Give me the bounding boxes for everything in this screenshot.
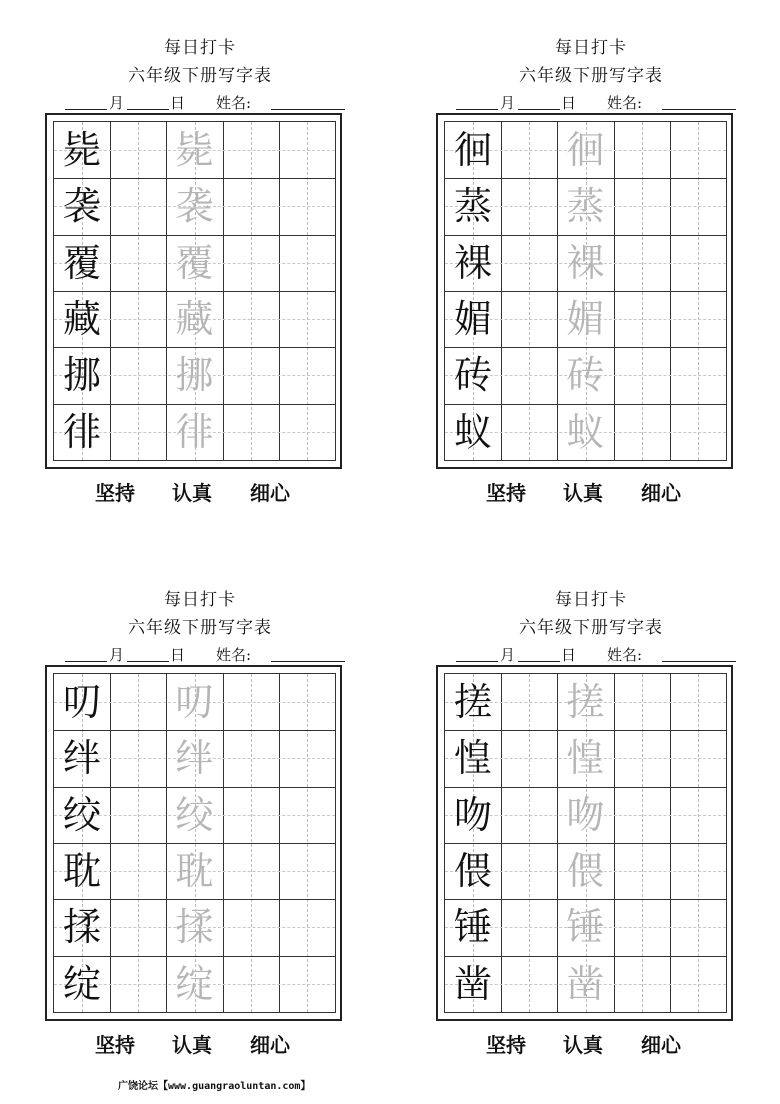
trace-character: 挪 [175,353,214,398]
practice-cell[interactable] [614,899,670,955]
model-character: 徘 [62,409,101,454]
practice-cell[interactable] [223,730,279,786]
writing-grid [444,121,727,461]
model-character: 凿 [453,961,492,1006]
trace-character: 耽 [175,848,214,893]
practice-cell[interactable] [110,347,166,403]
practice-cell[interactable] [614,787,670,843]
model-character: 挪 [62,353,101,398]
practice-cell[interactable] [279,235,335,291]
trace-character: 叨 [175,680,214,724]
trace-character: 搓 [566,680,605,724]
practice-cell[interactable] [670,291,726,347]
practice-cell[interactable] [279,787,335,843]
trace-character: 徘 [175,409,214,454]
card-subtitle: 六年级下册写字表 [128,66,272,86]
practice-cell[interactable] [501,956,557,1012]
practice-cell[interactable] [501,122,557,178]
practice-cell[interactable] [670,178,726,234]
practice-cell[interactable] [501,347,557,403]
day-blank[interactable] [518,661,560,662]
writing-frame [436,113,733,469]
practice-cell[interactable] [670,404,726,460]
practice-cell[interactable] [501,674,557,730]
motto-word: 细心 [641,1033,681,1057]
practice-cell[interactable] [614,347,670,403]
practice-cell[interactable] [614,843,670,899]
model-character: 叨 [62,680,101,724]
card-subtitle: 六年级下册写字表 [519,618,663,638]
practice-cell[interactable] [223,899,279,955]
practice-cell[interactable] [110,178,166,234]
model-character: 绊 [62,736,101,781]
practice-cell[interactable] [614,674,670,730]
trace-character: 袭 [175,184,214,229]
model-character: 媚 [453,296,492,341]
practice-cell[interactable] [501,178,557,234]
month-blank[interactable] [456,109,498,110]
trace-character: 揉 [175,905,214,950]
date-name-line [65,92,355,114]
model-character: 砖 [453,353,492,398]
practice-cell[interactable] [279,122,335,178]
day-label: 日 [170,94,186,112]
name-blank[interactable] [271,109,345,110]
model-character: 耽 [62,848,101,893]
model-character: 惶 [453,736,492,781]
month-blank[interactable] [65,661,107,662]
practice-cell[interactable] [223,674,279,730]
trace-character: 藏 [175,296,214,341]
practice-cell[interactable] [670,730,726,786]
trace-character: 绊 [175,736,214,781]
day-label: 日 [561,94,577,112]
writing-frame [436,665,733,1021]
trace-character: 吻 [566,792,605,837]
practice-cell[interactable] [110,291,166,347]
card-title: 每日打卡 [555,590,627,610]
practice-cell[interactable] [110,899,166,955]
model-character: 吻 [453,792,492,837]
date-name-line [456,644,746,666]
practice-cell[interactable] [279,178,335,234]
motto-word: 细心 [250,1033,290,1057]
card-subtitle: 六年级下册写字表 [128,618,272,638]
practice-cell[interactable] [670,674,726,730]
practice-cell[interactable] [110,843,166,899]
card-title: 每日打卡 [555,38,627,58]
practice-cell[interactable] [223,235,279,291]
footer-watermark: 广饶论坛【www.guangraoluntan.com】 [118,1081,311,1092]
trace-character: 蚁 [566,409,605,454]
practice-cell[interactable] [614,235,670,291]
model-character: 蒸 [453,184,492,229]
practice-cell[interactable] [223,787,279,843]
name-label: 姓名: [216,94,252,112]
writing-grid [444,673,727,1013]
trace-character: 绽 [175,961,214,1006]
card-title: 每日打卡 [164,38,236,58]
practice-cell[interactable] [614,404,670,460]
trace-character: 覆 [175,240,214,285]
model-character: 揉 [62,905,101,950]
writing-grid [53,673,336,1013]
name-label: 姓名: [216,646,252,664]
model-character: 绽 [62,961,101,1006]
model-character: 袭 [62,184,101,229]
trace-character: 绞 [175,792,214,837]
day-blank[interactable] [127,661,169,662]
motto-word: 认真 [172,1033,212,1057]
practice-cell[interactable] [670,843,726,899]
trace-character: 裸 [566,240,605,285]
practice-cell[interactable] [110,235,166,291]
trace-character: 凿 [566,961,605,1006]
practice-cell[interactable] [110,122,166,178]
motto-word: 坚持 [95,481,135,505]
trace-character: 毙 [175,128,214,172]
practice-cell[interactable] [501,291,557,347]
practice-cell[interactable] [223,404,279,460]
name-label: 姓名: [607,646,643,664]
practice-cell[interactable] [670,347,726,403]
practice-cell[interactable] [110,404,166,460]
name-blank[interactable] [662,109,736,110]
trace-character: 媚 [566,296,605,341]
name-blank[interactable] [271,661,345,662]
practice-cell[interactable] [223,843,279,899]
day-label: 日 [561,646,577,664]
practice-cell[interactable] [223,122,279,178]
motto-word: 认真 [563,1033,603,1057]
practice-cell[interactable] [670,899,726,955]
motto-word: 坚持 [486,481,526,505]
model-character: 绞 [62,792,101,837]
month-blank[interactable] [65,109,107,110]
practice-cell[interactable] [110,674,166,730]
motto-word: 认真 [563,481,603,505]
practice-cell[interactable] [279,843,335,899]
trace-character: 锤 [566,905,605,950]
practice-cell[interactable] [614,178,670,234]
writing-grid [53,121,336,461]
practice-cell[interactable] [223,956,279,1012]
motto-word: 坚持 [95,1033,135,1057]
day-label: 日 [170,646,186,664]
model-character: 锤 [453,905,492,950]
practice-cell[interactable] [223,347,279,403]
practice-cell[interactable] [279,404,335,460]
practice-cell[interactable] [501,899,557,955]
practice-cell[interactable] [110,787,166,843]
month-label: 月 [500,646,516,664]
model-character: 偎 [453,848,492,893]
practice-cell[interactable] [279,347,335,403]
day-blank[interactable] [127,109,169,110]
practice-cell[interactable] [279,730,335,786]
practice-cell[interactable] [670,235,726,291]
month-label: 月 [109,646,125,664]
motto-word: 细心 [641,481,681,505]
trace-character: 徊 [566,128,605,172]
model-character: 裸 [453,240,492,285]
date-name-line [65,644,355,666]
practice-cell[interactable] [279,956,335,1012]
trace-character: 砖 [566,353,605,398]
month-label: 月 [500,94,516,112]
practice-cell[interactable] [501,843,557,899]
practice-cell[interactable] [223,291,279,347]
model-character: 搓 [453,680,492,724]
month-blank[interactable] [456,661,498,662]
practice-cell[interactable] [501,235,557,291]
practice-cell[interactable] [501,730,557,786]
model-character: 徊 [453,128,492,172]
writing-frame [45,665,342,1021]
day-blank[interactable] [518,109,560,110]
month-label: 月 [109,94,125,112]
model-character: 蚁 [453,409,492,454]
name-blank[interactable] [662,661,736,662]
model-character: 覆 [62,240,101,285]
model-character: 藏 [62,296,101,341]
practice-cell[interactable] [614,122,670,178]
date-name-line [456,92,746,114]
practice-cell[interactable] [110,730,166,786]
practice-cell[interactable] [279,674,335,730]
practice-cell[interactable] [279,899,335,955]
card-title: 每日打卡 [164,590,236,610]
practice-cell[interactable] [110,956,166,1012]
motto-word: 坚持 [486,1033,526,1057]
motto-word: 细心 [250,481,290,505]
trace-character: 惶 [566,736,605,781]
card-subtitle: 六年级下册写字表 [519,66,663,86]
practice-cell[interactable] [501,404,557,460]
practice-cell[interactable] [501,787,557,843]
trace-character: 偎 [566,848,605,893]
practice-cell[interactable] [223,178,279,234]
motto-word: 认真 [172,481,212,505]
model-character: 毙 [62,128,101,172]
practice-cell[interactable] [614,956,670,1012]
name-label: 姓名: [607,94,643,112]
practice-cell[interactable] [614,291,670,347]
practice-cell[interactable] [614,730,670,786]
trace-character: 蒸 [566,184,605,229]
writing-frame [45,113,342,469]
practice-cell[interactable] [670,956,726,1012]
practice-cell[interactable] [670,787,726,843]
practice-cell[interactable] [670,122,726,178]
practice-cell[interactable] [279,291,335,347]
